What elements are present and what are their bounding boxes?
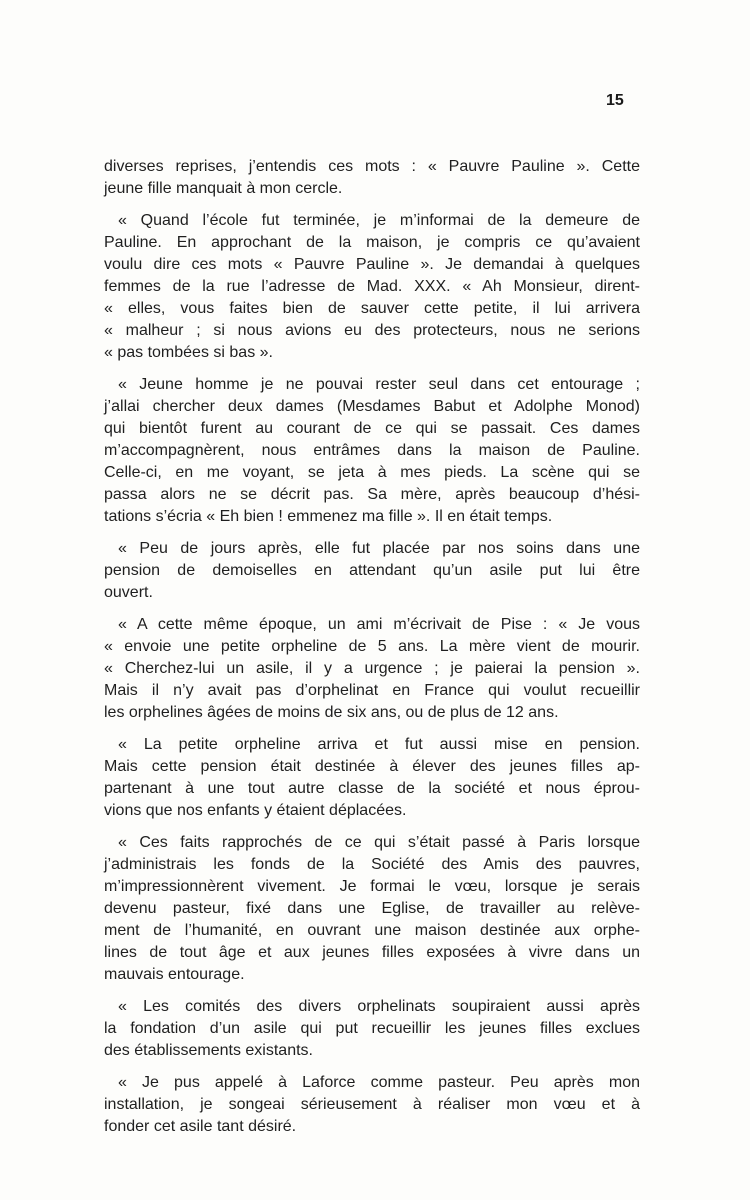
page-number: 15 <box>606 92 624 109</box>
text-line: « Peu de jours après, elle fut placée par nos soins dans une <box>118 540 640 557</box>
text-line: Celle-ci, en me voyant, se jeta à mes pieds. La scène qui se <box>104 464 640 481</box>
text-line: installation, je songeai sérieusement à réaliser mon vœu et à <box>104 1096 640 1113</box>
text-line: « A cette même époque, un ami m’écrivait de Pise : « Je vous <box>118 616 640 633</box>
text-line: « elles, vous faites bien de sauver cette petite, il lui arrivera <box>104 300 640 317</box>
text-line: ment de l’humanité, en ouvrant une maison destinée aux orphe- <box>104 922 640 939</box>
text-line: partenant à une tout autre classe de la société et nous éprou- <box>104 780 640 797</box>
paragraph <box>104 538 640 604</box>
text-line: « Les comités des divers orphelinats soupiraient aussi après <box>118 998 640 1015</box>
text-line: passa alors ne se décrit pas. Sa mère, après beaucoup d’hési- <box>104 486 640 503</box>
text-line: Pauline. En approchant de la maison, je compris ce qu’avaient <box>104 234 640 251</box>
text-line: j’administrais les fonds de la Société des Amis des pauvres, <box>104 856 640 873</box>
text-line: jeune fille manquait à mon cercle. <box>104 180 343 197</box>
text-line: les orphelines âgées de moins de six ans, ou de plus de 12 ans. <box>104 704 559 721</box>
text-line: femmes de la rue l’adresse de Mad. XXX. « Ah Monsieur, dirent- <box>104 278 640 295</box>
body-text <box>104 156 640 1148</box>
text-line: m’accompagnèrent, nous entrâmes dans la maison de Pauline. <box>104 442 640 459</box>
text-line: « pas tombées si bas ». <box>104 344 273 361</box>
text-line: des établissements existants. <box>104 1042 313 1059</box>
text-line: m’impressionnèrent vivement. Je formai le vœu, lorsque je serais <box>104 878 640 895</box>
text-line: Mais il n’y avait pas d’orphelinat en France qui voulut recueillir <box>104 682 640 699</box>
text-line: devenu pasteur, fixé dans une Eglise, de travailler au relève- <box>104 900 640 917</box>
text-line: diverses reprises, j’entendis ces mots : « Pauvre Pauline ». Cette <box>104 158 640 175</box>
text-line: « La petite orpheline arriva et fut aussi mise en pension. <box>118 736 640 753</box>
paragraph <box>104 1072 640 1138</box>
text-line: la fondation d’un asile qui put recueillir les jeunes filles exclues <box>104 1020 640 1037</box>
text-line: « envoie une petite orpheline de 5 ans. La mère vient de mourir. <box>104 638 640 655</box>
text-line: lines de tout âge et aux jeunes filles exposées à vivre dans un <box>104 944 640 961</box>
text-line: Mais cette pension était destinée à élever des jeunes filles ap- <box>104 758 640 775</box>
text-line: fonder cet asile tant désiré. <box>104 1118 297 1135</box>
text-line: mauvais entourage. <box>104 966 245 983</box>
text-line: « Quand l’école fut terminée, je m’informai de la demeure de <box>118 212 640 229</box>
paragraph <box>104 614 640 724</box>
text-line: tations s’écria « Eh bien ! emmenez ma fille ». Il en était temps. <box>104 508 553 525</box>
paragraph <box>104 210 640 364</box>
paragraph <box>104 996 640 1062</box>
paragraph <box>104 832 640 986</box>
text-line: ouvert. <box>104 584 153 601</box>
text-line: vions que nos enfants y étaient déplacées. <box>104 802 407 819</box>
paragraph <box>104 734 640 822</box>
text-line: qui bientôt furent au courant de ce qui se passait. Ces dames <box>104 420 640 437</box>
text-line: pension de demoiselles en attendant qu’un asile put lui être <box>104 562 640 579</box>
text-line: j’allai chercher deux dames (Mesdames Babut et Adolphe Monod) <box>104 398 640 415</box>
text-line: voulu dire ces mots « Pauvre Pauline ». Je demandai à quelques <box>104 256 640 273</box>
text-line: « Cherchez-lui un asile, il y a urgence ; je paierai la pension ». <box>104 660 640 677</box>
text-line: « Jeune homme je ne pouvai rester seul dans cet entourage ; <box>118 376 640 393</box>
text-line: « Ces faits rapprochés de ce qui s’était passé à Paris lorsque <box>118 834 640 851</box>
text-line: « malheur ; si nous avions eu des protecteurs, nous ne serions <box>104 322 640 339</box>
text-line: « Je pus appelé à Laforce comme pasteur. Peu après mon <box>118 1074 640 1091</box>
paragraph <box>104 156 640 200</box>
paragraph <box>104 374 640 528</box>
